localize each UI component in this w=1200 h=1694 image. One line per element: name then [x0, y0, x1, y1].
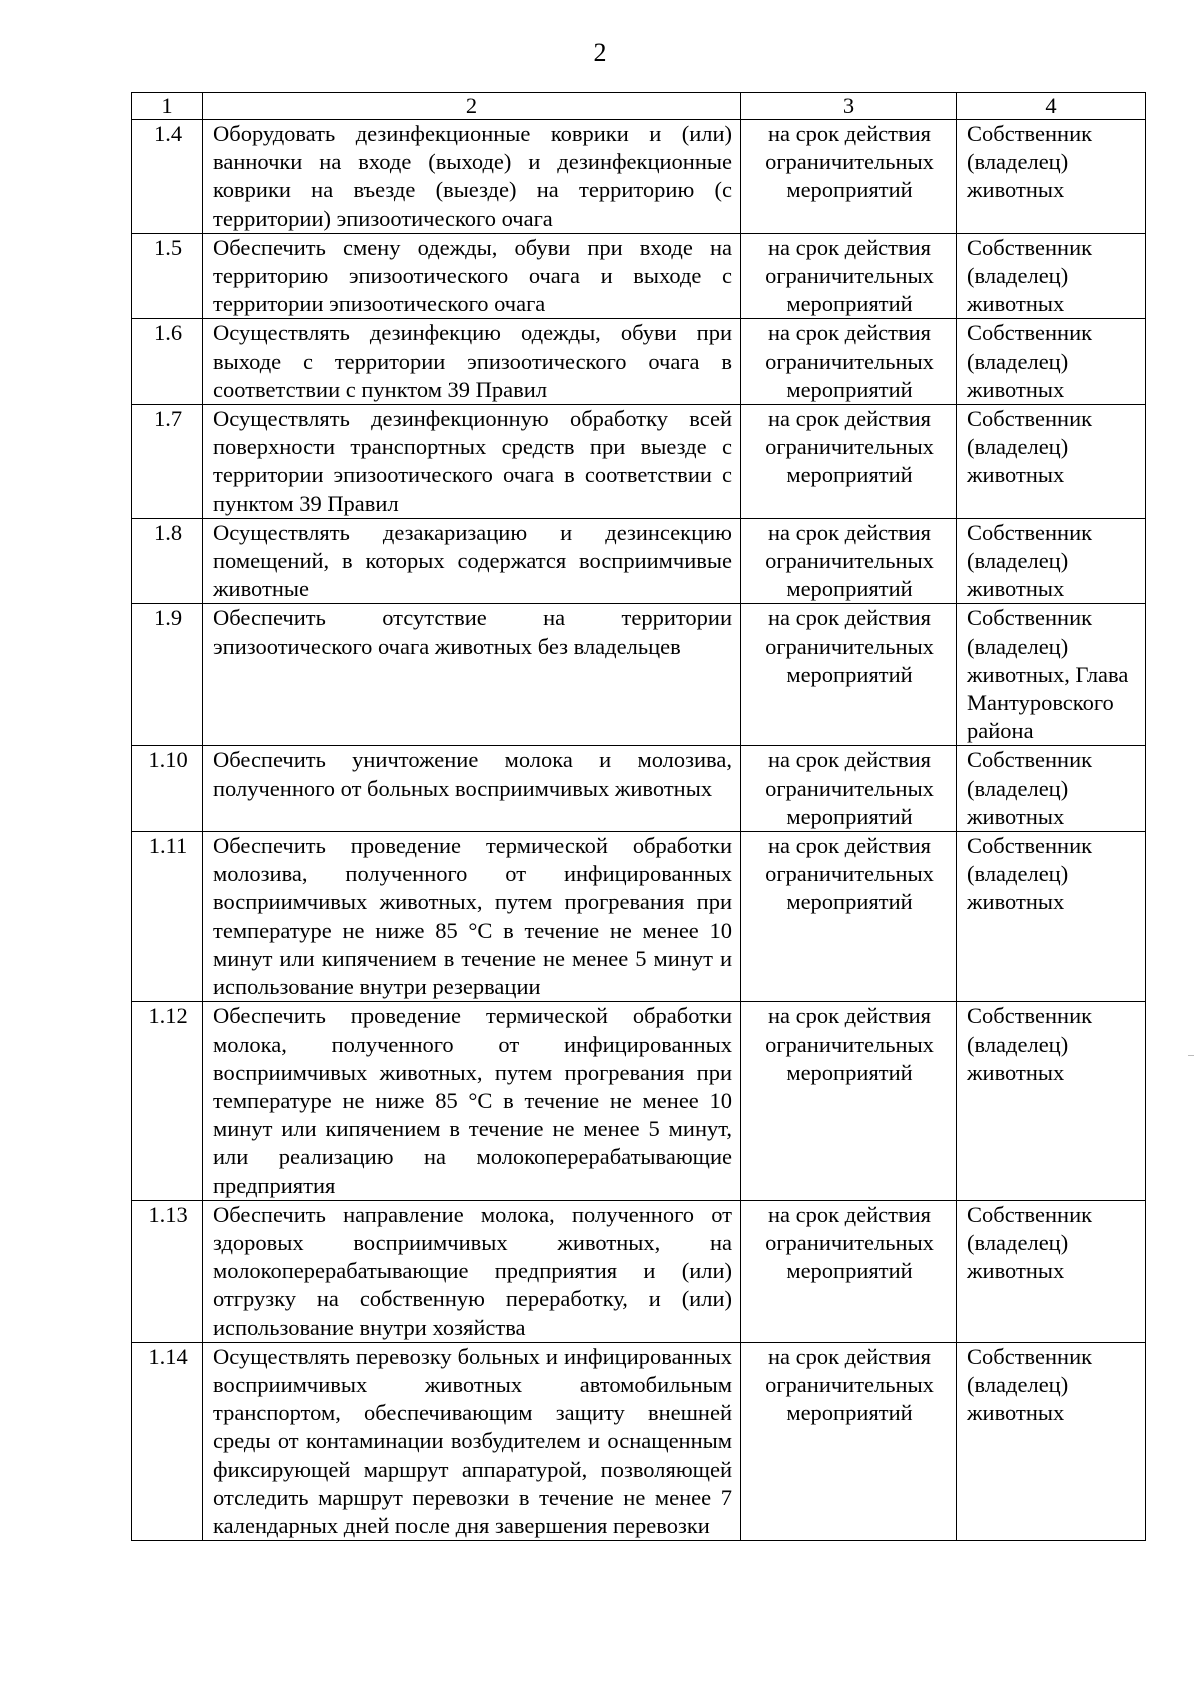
- row-task: Обеспечить проведение термической обработки молозива, полученного от инфицированных восприимчивых животных, путем прогревания при температуре не ниже 85 °С в течение не менее 10 минут или кипячением в течение не менее 5 минут и использование внутри резервации: [203, 832, 741, 1002]
- table-row: [132, 405, 1146, 519]
- scan-artifact: [1188, 1055, 1194, 1056]
- header-col-2: 2: [203, 93, 741, 120]
- row-term: на срок действия ограничительных мероприятий: [741, 405, 957, 519]
- table-header-row: [132, 93, 1146, 120]
- row-term: на срок действия ограничительных мероприятий: [741, 832, 957, 1002]
- header-col-3: 3: [741, 93, 957, 120]
- row-term: на срок действия ограничительных мероприятий: [741, 604, 957, 746]
- row-task: Осуществлять дезинфекцию одежды, обуви при выходе с территории эпизоотического очага в соответствии с пунктом 39 Правил: [203, 319, 741, 405]
- row-number: 1.12: [132, 1002, 203, 1200]
- row-task: Обеспечить направление молока, полученного от здоровых восприимчивых животных, на молокоперерабатывающие предприятия и (или) отгрузку на собственную переработку, и (или) использование внутри хозяйства: [203, 1200, 741, 1342]
- row-responsible: Собственник (владелец) животных: [957, 1200, 1146, 1342]
- table-row: [132, 746, 1146, 832]
- page-number: 2: [593, 38, 607, 67]
- row-responsible: Собственник (владелец) животных, Глава Мантуровского района: [957, 604, 1146, 746]
- row-number: 1.14: [132, 1342, 203, 1540]
- row-term: на срок действия ограничительных мероприятий: [741, 1342, 957, 1540]
- row-task: Обеспечить отсутствие на территории эпизоотического очага животных без владельцев: [203, 604, 741, 746]
- row-responsible: Собственник (владелец) животных: [957, 1002, 1146, 1200]
- row-term: на срок действия ограничительных мероприятий: [741, 233, 957, 319]
- row-number: 1.13: [132, 1200, 203, 1342]
- table-row: [132, 1002, 1146, 1200]
- row-responsible: Собственник (владелец) животных: [957, 405, 1146, 519]
- row-responsible: Собственник (владелец) животных: [957, 233, 1146, 319]
- row-number: 1.5: [132, 233, 203, 319]
- header-col-4: 4: [957, 93, 1146, 120]
- row-task: Осуществлять дезинфекционную обработку всей поверхности транспортных средств при выезде с территории эпизоотического очага в соответствии с пунктом 39 Правил: [203, 405, 741, 519]
- table-row: [132, 319, 1146, 405]
- row-responsible: Собственник (владелец) животных: [957, 518, 1146, 604]
- row-task: Осуществлять дезакаризацию и дезинсекцию помещений, в которых содержатся восприимчивые животные: [203, 518, 741, 604]
- table-row: [132, 120, 1146, 234]
- row-number: 1.4: [132, 120, 203, 234]
- row-number: 1.10: [132, 746, 203, 832]
- row-task: Оборудовать дезинфекционные коврики и (или) ванночки на входе (выходе) и дезинфекционные коврики на въезде (выезде) на территорию (с территории) эпизоотического очага: [203, 120, 741, 234]
- row-term: на срок действия ограничительных мероприятий: [741, 746, 957, 832]
- row-term: на срок действия ограничительных мероприятий: [741, 319, 957, 405]
- row-responsible: Собственник (владелец) животных: [957, 832, 1146, 1002]
- row-task: Обеспечить смену одежды, обуви при входе на территорию эпизоотического очага и выходе с территории эпизоотического очага: [203, 233, 741, 319]
- table-row: [132, 832, 1146, 1002]
- row-term: на срок действия ограничительных мероприятий: [741, 518, 957, 604]
- row-task: Осуществлять перевозку больных и инфицированных восприимчивых животных автомобильным транспортом, обеспечивающим защиту внешней среды от контаминации возбудителем и оснащенным фиксирующей маршрут аппаратурой, позволяющей отследить маршрут перевозки в течение не менее 7 календарных дней после дня завершения перевозки: [203, 1342, 741, 1540]
- row-term: на срок действия ограничительных мероприятий: [741, 1002, 957, 1200]
- row-responsible: Собственник (владелец) животных: [957, 319, 1146, 405]
- table-row: [132, 1200, 1146, 1342]
- row-responsible: Собственник (владелец) животных: [957, 120, 1146, 234]
- row-number: 1.11: [132, 832, 203, 1002]
- row-term: на срок действия ограничительных мероприятий: [741, 1200, 957, 1342]
- table-row: [132, 1342, 1146, 1540]
- row-number: 1.6: [132, 319, 203, 405]
- measures-table: [131, 92, 1146, 1541]
- table-row: [132, 604, 1146, 746]
- header-col-1: 1: [132, 93, 203, 120]
- row-responsible: Собственник (владелец) животных: [957, 1342, 1146, 1540]
- table-row: [132, 518, 1146, 604]
- row-responsible: Собственник (владелец) животных: [957, 746, 1146, 832]
- row-number: 1.9: [132, 604, 203, 746]
- row-task: Обеспечить уничтожение молока и молозива, полученного от больных восприимчивых животных: [203, 746, 741, 832]
- row-number: 1.7: [132, 405, 203, 519]
- row-term: на срок действия ограничительных мероприятий: [741, 120, 957, 234]
- row-task: Обеспечить проведение термической обработки молока, полученного от инфицированных восприимчивых животных, путем прогревания при температуре не ниже 85 °С в течение не менее 10 минут или кипячением в течение не менее 5 минут, или реализацию на молокоперерабатывающие предприятия: [203, 1002, 741, 1200]
- row-number: 1.8: [132, 518, 203, 604]
- table-row: [132, 233, 1146, 319]
